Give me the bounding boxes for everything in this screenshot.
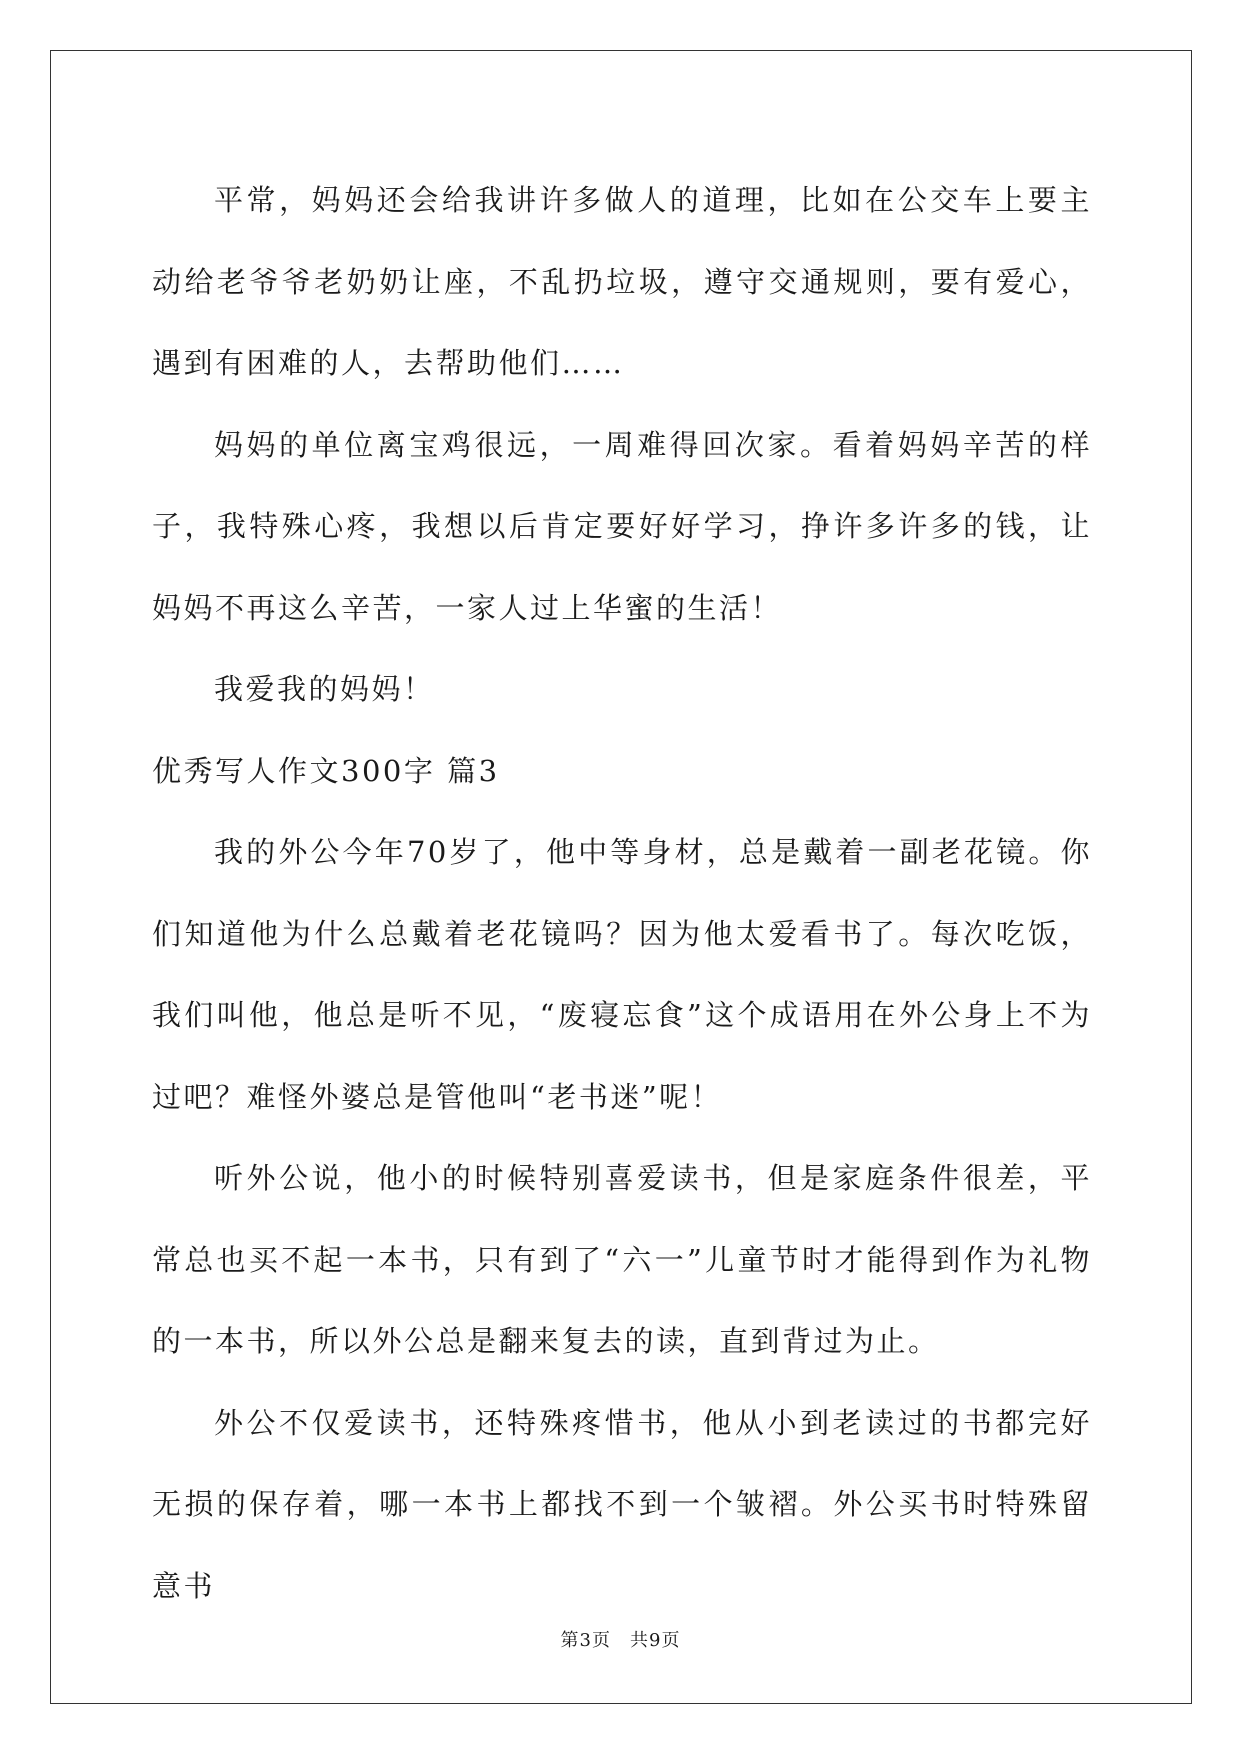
section-heading: 优秀写人作文300字 篇3 — [152, 753, 500, 788]
paragraph: 我的外公今年70岁了，他中等身材，总是戴着一副老花镜。你们知道他为什么总戴着老花镜吗？因为他太爱看书了。每次吃饭，我们叫他，他总是听不见，“废寝忘食”这个成语用在外公身上不为过吧？难怪外婆总是管他叫“老书迷”呢！ — [152, 835, 1092, 1114]
paragraph: 听外公说，他小的时候特别喜爱读书，但是家庭条件很差，平常总也买不起一本书，只有到了“六一”儿童节时才能得到作为礼物的一本书，所以外公总是翻来复去的读，直到背过为止。 — [152, 1161, 1092, 1358]
paragraph: 妈妈的单位离宝鸡很远，一周难得回次家。看着妈妈辛苦的样子，我特殊心疼，我想以后肯定要好好学习，挣许多许多的钱，让妈妈不再这么辛苦，一家人过上华蜜的生活！ — [152, 427, 1092, 625]
page-number-footer: 第3页 共9页 — [560, 1630, 681, 1651]
paragraph: 我爱我的妈妈！ — [214, 672, 435, 706]
paragraph: 外公不仅爱读书，还特殊疼惜书，他从小到老读过的书都完好无损的保存着，哪一本书上都找不到一个皱褶。外公买书时特殊留意书 — [152, 1405, 1092, 1603]
paragraph: 平常，妈妈还会给我讲许多做人的道理，比如在公交车上要主动给老爷爷老奶奶让座，不乱扔垃圾，遵守交通规则，要有爱心，遇到有困难的人，去帮助他们…… — [152, 183, 1092, 380]
document-body — [152, 160, 1092, 1627]
